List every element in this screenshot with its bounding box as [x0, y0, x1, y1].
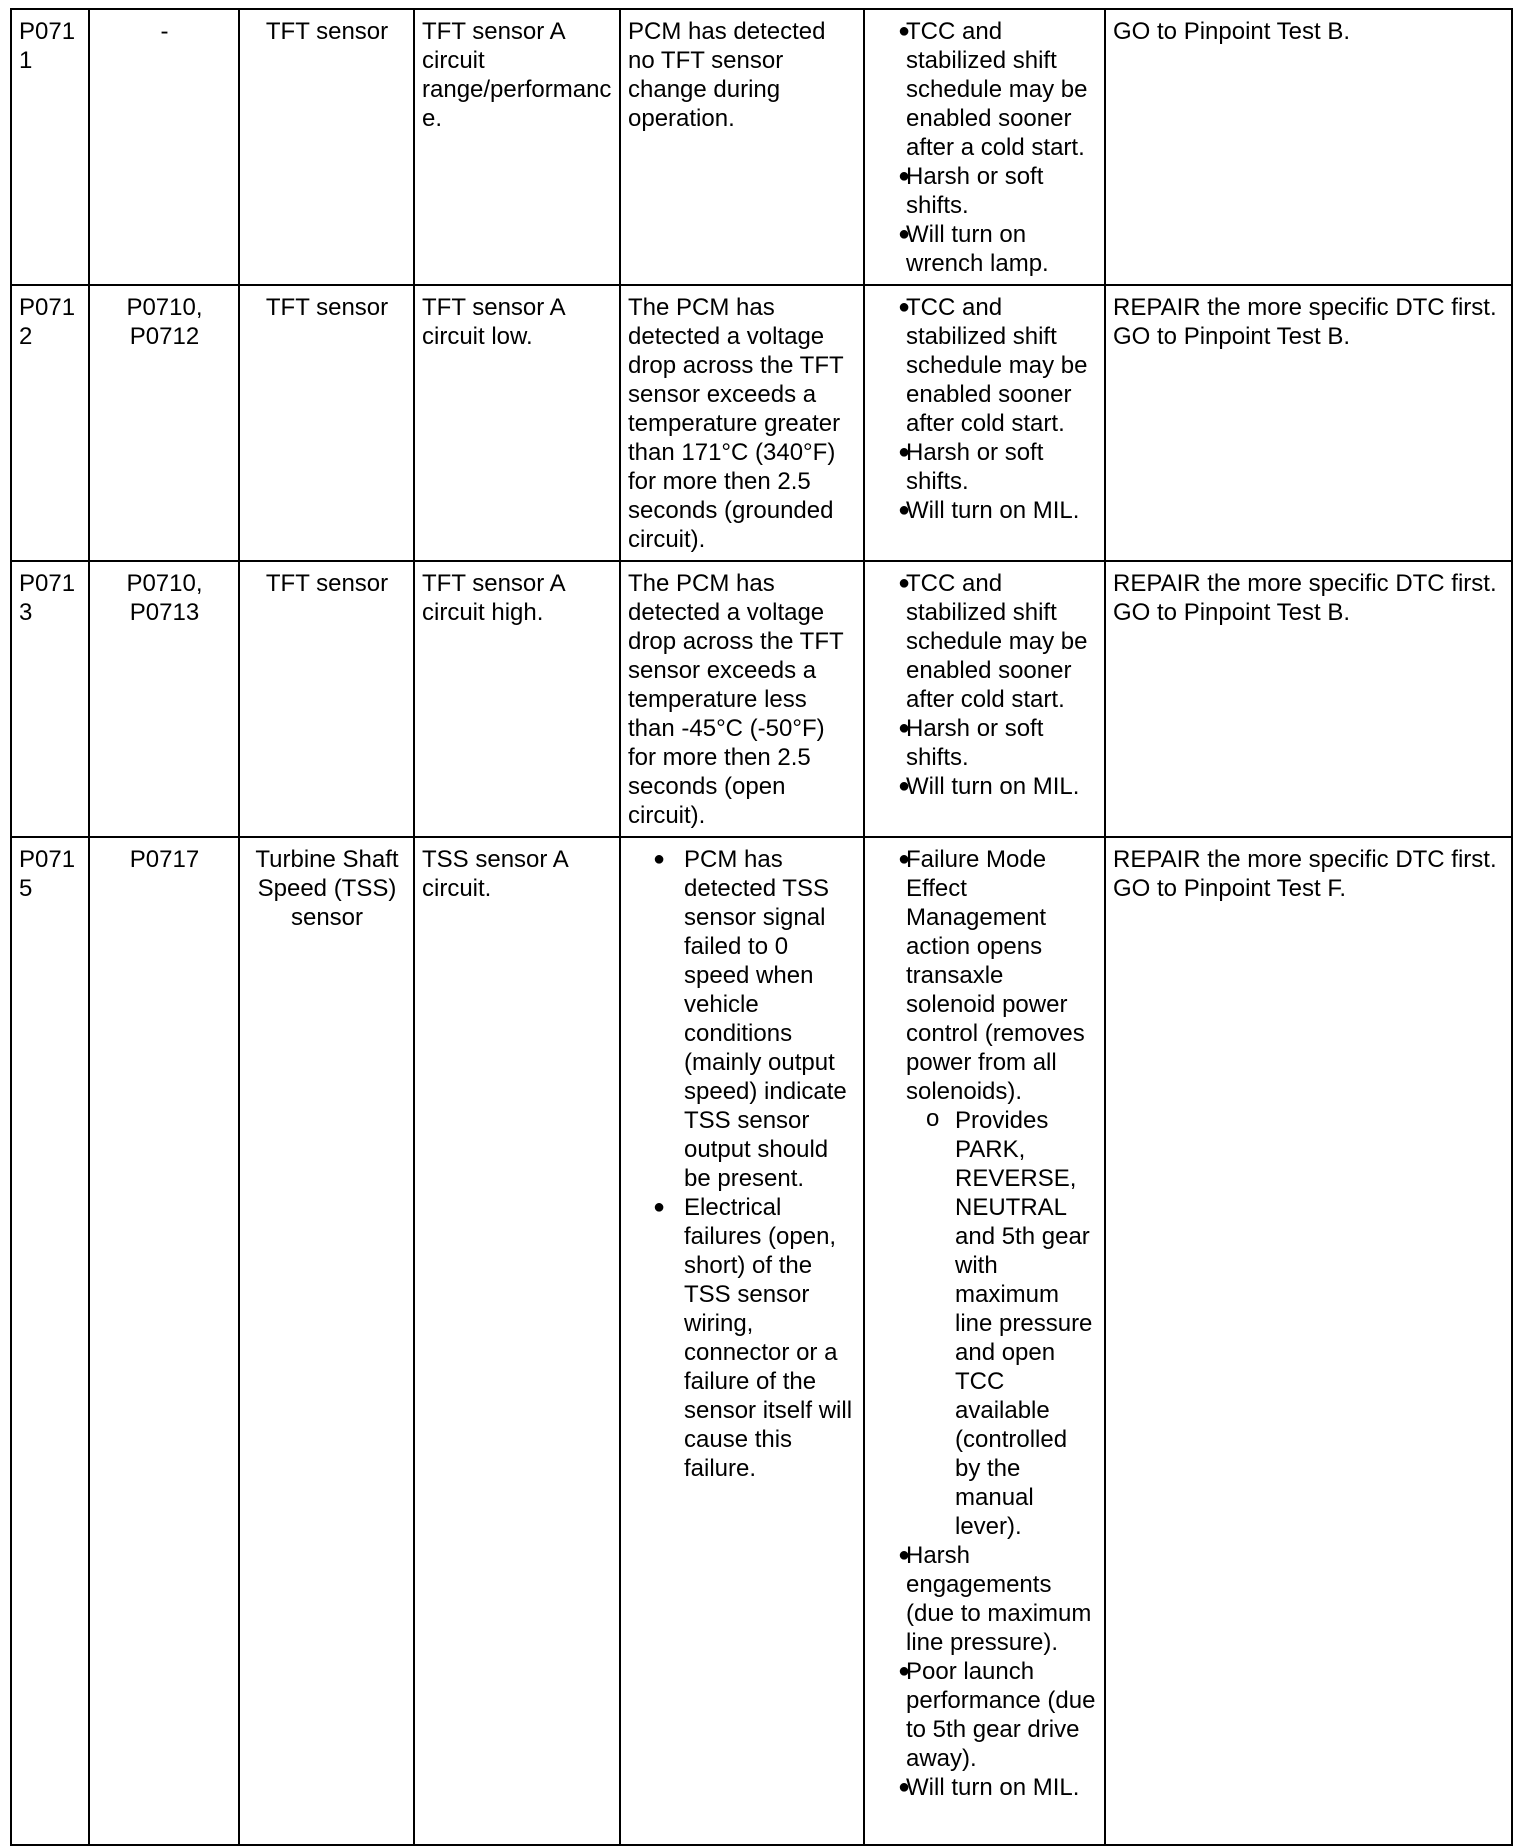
list-item: ● Poor launch performance (due to 5th gear drive away).	[872, 1657, 1098, 1773]
related-dtc-cell: -	[89, 9, 239, 285]
list-item: ● Harsh engagements (due to maximum line pressure).	[872, 1541, 1098, 1657]
list-item: ● TCC and stabilized shift schedule may be enabled sooner after a cold start.	[872, 17, 1098, 162]
symptom-cell	[864, 9, 1105, 285]
table-row	[11, 561, 1512, 837]
dtc-code-cell: P0712	[11, 285, 89, 561]
list-item: ● Electrical failures (open, short) of the TSS sensor wiring, connector or a failure of the sensor itself will cause this failure.	[628, 1193, 857, 1483]
component-cell: TFT sensor	[239, 285, 414, 561]
dtc-code-cell: P0715	[11, 837, 89, 1845]
description-cell: TFT sensor A circuit high.	[414, 561, 620, 837]
sub-list-item: o Provides PARK, REVERSE, NEUTRAL and 5th gear with maximum line pressure and open TCC available (controlled by the manual lever).	[906, 1106, 1098, 1541]
condition-cell: PCM has detected no TFT sensor change during operation.	[620, 9, 864, 285]
dtc-code-cell: P0713	[11, 561, 89, 837]
condition-cell: The PCM has detected a voltage drop across the TFT sensor exceeds a temperature less than -45°C (-50°F) for more then 2.5 seconds (open circuit).	[620, 561, 864, 837]
component-cell: TFT sensor	[239, 561, 414, 837]
action-cell: REPAIR the more specific DTC first. GO to Pinpoint Test F.	[1105, 837, 1512, 1845]
description-cell: TFT sensor A circuit low.	[414, 285, 620, 561]
list-item: ● Harsh or soft shifts.	[872, 438, 1098, 496]
condition-cell: The PCM has detected a voltage drop across the TFT sensor exceeds a temperature greater than 171°C (340°F) for more then 2.5 seconds (grounded circuit).	[620, 285, 864, 561]
list-item: ● PCM has detected TSS sensor signal failed to 0 speed when vehicle conditions (mainly output speed) indicate TSS sensor output should be present.	[628, 845, 857, 1193]
component-cell: TFT sensor	[239, 9, 414, 285]
related-dtc-cell: P0710, P0713	[89, 561, 239, 837]
action-cell: GO to Pinpoint Test B.	[1105, 9, 1512, 285]
list-item: ● Will turn on MIL.	[872, 1773, 1098, 1802]
description-cell: TFT sensor A circuit range/performance.	[414, 9, 620, 285]
related-dtc-cell: P0717	[89, 837, 239, 1845]
list-item: ● Harsh or soft shifts.	[872, 162, 1098, 220]
table-row	[11, 285, 1512, 561]
action-cell: REPAIR the more specific DTC first. GO to Pinpoint Test B.	[1105, 285, 1512, 561]
component-cell: Turbine Shaft Speed (TSS) sensor	[239, 837, 414, 1845]
table-row	[11, 9, 1512, 285]
condition-cell	[620, 837, 864, 1845]
related-dtc-cell: P0710, P0712	[89, 285, 239, 561]
list-item: ● Will turn on MIL.	[872, 772, 1098, 801]
dtc-table	[10, 8, 1513, 1846]
dtc-code-cell: P0711	[11, 9, 89, 285]
list-item: ● Will turn on MIL.	[872, 496, 1098, 525]
symptom-cell	[864, 837, 1105, 1845]
list-item: ● TCC and stabilized shift schedule may be enabled sooner after cold start.	[872, 569, 1098, 714]
symptom-cell	[864, 285, 1105, 561]
list-item: ● Harsh or soft shifts.	[872, 714, 1098, 772]
description-cell: TSS sensor A circuit.	[414, 837, 620, 1845]
symptom-main: Failure Mode Effect Management action opens transaxle solenoid power control (removes power from all solenoids).	[906, 846, 1085, 1105]
symptom-cell	[864, 561, 1105, 837]
list-item: ● Will turn on wrench lamp.	[872, 220, 1098, 278]
list-item	[872, 845, 1098, 1541]
list-item: ● TCC and stabilized shift schedule may be enabled sooner after cold start.	[872, 293, 1098, 438]
table-row	[11, 837, 1512, 1845]
action-cell: REPAIR the more specific DTC first. GO to Pinpoint Test B.	[1105, 561, 1512, 837]
